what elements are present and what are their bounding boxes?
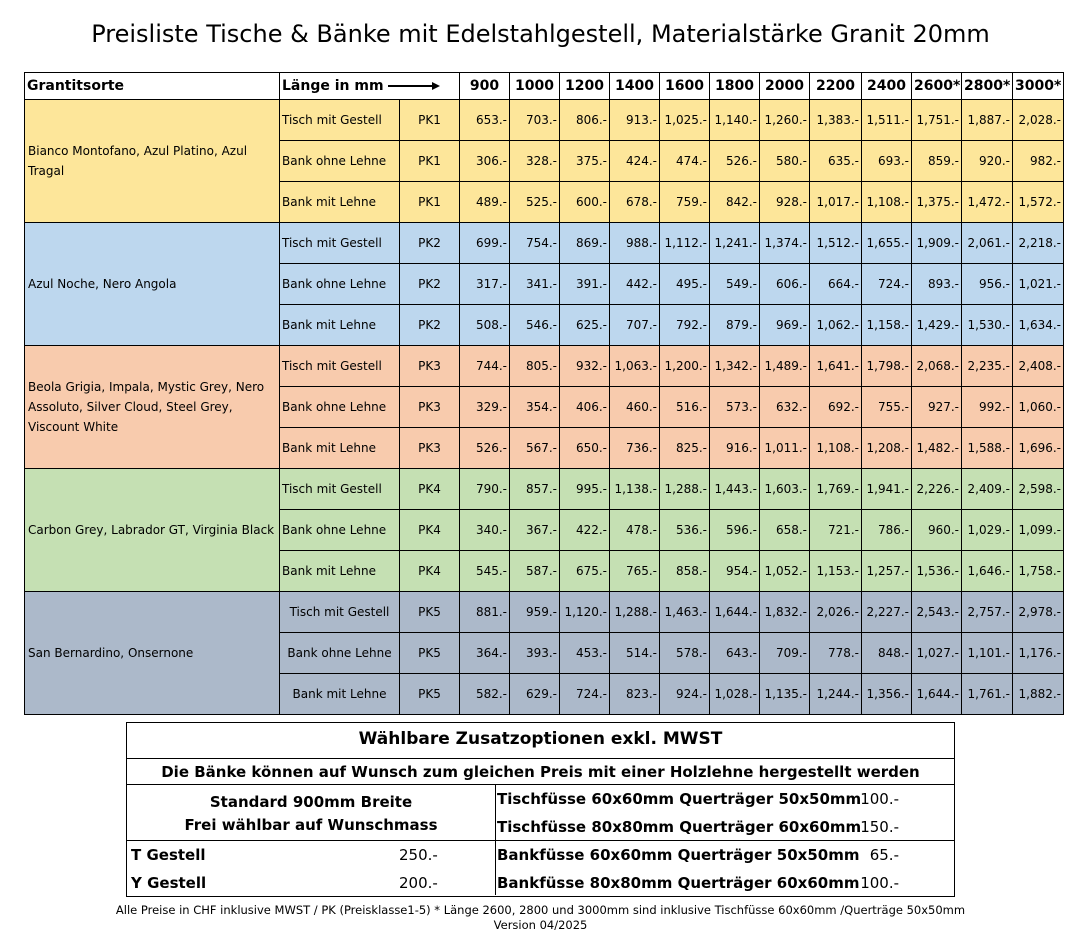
price-cell: 879.- — [710, 305, 760, 346]
price-row — [25, 469, 1064, 510]
price-class: PK4 — [400, 551, 460, 592]
price-class: PK2 — [400, 305, 460, 346]
price-cell: 724.- — [862, 264, 912, 305]
price-cell: 1,429.- — [912, 305, 962, 346]
length-header: 1000 — [510, 73, 560, 100]
price-cell: 1,060.- — [1013, 387, 1064, 428]
price-row — [25, 100, 1064, 141]
price-cell: 580.- — [760, 141, 810, 182]
price-cell: 806.- — [560, 100, 610, 141]
price-cell: 664.- — [810, 264, 862, 305]
price-cell: 920.- — [962, 141, 1013, 182]
price-cell: 759.- — [660, 182, 710, 223]
price-cell: 1,135.- — [760, 674, 810, 715]
price-cell: 724.- — [560, 674, 610, 715]
option-label: Bankfüsse 60x60mm Querträger 50x50mm — [497, 846, 860, 864]
product-type: Bank ohne Lehne — [280, 264, 400, 305]
price-cell: 857.- — [510, 469, 560, 510]
price-cell: 2,068.- — [912, 346, 962, 387]
price-cell: 858.- — [660, 551, 710, 592]
price-cell: 848.- — [862, 633, 912, 674]
price-cell: 525.- — [510, 182, 560, 223]
price-class: PK3 — [400, 428, 460, 469]
price-cell: 1,288.- — [660, 469, 710, 510]
y-gestell-label: Y Gestell — [131, 874, 207, 892]
price-cell: 625.- — [560, 305, 610, 346]
product-type: Bank ohne Lehne — [280, 633, 400, 674]
price-cell: 825.- — [660, 428, 710, 469]
price-cell: 1,244.- — [810, 674, 862, 715]
price-cell: 354.- — [510, 387, 560, 428]
option-label: Tischfüsse 80x80mm Querträger 60x60mm — [497, 818, 862, 836]
product-type: Tisch mit Gestell — [280, 346, 400, 387]
price-cell: 375.- — [560, 141, 610, 182]
price-cell: 2,218.- — [1013, 223, 1064, 264]
price-cell: 1,512.- — [810, 223, 862, 264]
granite-sorts: Bianco Montofano, Azul Platino, Azul Tragal — [25, 100, 280, 223]
price-cell: 959.- — [510, 592, 560, 633]
price-cell: 765.- — [610, 551, 660, 592]
price-cell: 754.- — [510, 223, 560, 264]
price-class: PK1 — [400, 141, 460, 182]
price-cell: 1,027.- — [912, 633, 962, 674]
price-cell: 526.- — [460, 428, 510, 469]
product-type: Bank mit Lehne — [280, 182, 400, 223]
price-cell: 778.- — [810, 633, 862, 674]
price-cell: 1,017.- — [810, 182, 862, 223]
price-cell: 969.- — [760, 305, 810, 346]
price-cell: 2,226.- — [912, 469, 962, 510]
price-cell: 578.- — [660, 633, 710, 674]
price-cell: 478.- — [610, 510, 660, 551]
price-cell: 721.- — [810, 510, 862, 551]
granite-sorts: San Bernardino, Onsernone — [25, 592, 280, 715]
price-class: PK1 — [400, 182, 460, 223]
price-cell: 692.- — [810, 387, 862, 428]
price-class: PK4 — [400, 510, 460, 551]
price-cell: 992.- — [962, 387, 1013, 428]
price-cell: 391.- — [560, 264, 610, 305]
price-cell: 658.- — [760, 510, 810, 551]
option-label: Tischfüsse 60x60mm Querträger 50x50mm — [497, 790, 862, 808]
price-cell: 1,655.- — [862, 223, 912, 264]
product-type: Tisch mit Gestell — [280, 100, 400, 141]
price-cell: 635.- — [810, 141, 862, 182]
price-cell: 792.- — [660, 305, 710, 346]
price-cell: 709.- — [760, 633, 810, 674]
price-cell: 927.- — [912, 387, 962, 428]
header-sorte: Grantitsorte — [25, 73, 280, 100]
y-gestell-price: 200.- — [399, 874, 438, 892]
price-cell: 805.- — [510, 346, 560, 387]
price-cell: 842.- — [710, 182, 760, 223]
length-header: 1400 — [610, 73, 660, 100]
price-class: PK5 — [400, 633, 460, 674]
price-cell: 1,108.- — [810, 428, 862, 469]
price-cell: 582.- — [460, 674, 510, 715]
t-gestell-label: T Gestell — [131, 846, 206, 864]
price-cell: 678.- — [610, 182, 660, 223]
header-row — [25, 73, 1064, 100]
price-cell: 1,112.- — [660, 223, 710, 264]
price-class: PK4 — [400, 469, 460, 510]
price-cell: 643.- — [710, 633, 760, 674]
price-cell: 786.- — [862, 510, 912, 551]
product-type: Bank mit Lehne — [280, 428, 400, 469]
price-cell: 869.- — [560, 223, 610, 264]
page-title: Preisliste Tische & Bänke mit Edelstahlgestell, Materialstärke Granit 20mm — [91, 20, 990, 48]
price-row — [25, 223, 1064, 264]
length-header: 1600 — [660, 73, 710, 100]
price-cell: 693.- — [862, 141, 912, 182]
price-cell: 2,061.- — [962, 223, 1013, 264]
length-header: 2600* — [912, 73, 962, 100]
product-type: Bank ohne Lehne — [280, 387, 400, 428]
price-cell: 988.- — [610, 223, 660, 264]
price-cell: 508.- — [460, 305, 510, 346]
price-cell: 1,646.- — [962, 551, 1013, 592]
granite-sorts: Beola Grigia, Impala, Mystic Grey, Nero Assoluto, Silver Cloud, Steel Grey, Viscount White — [25, 346, 280, 469]
price-cell: 526.- — [710, 141, 760, 182]
price-cell: 1,062.- — [810, 305, 862, 346]
price-cell: 1,342.- — [710, 346, 760, 387]
option-price: 65.- — [869, 846, 899, 864]
price-cell: 1,025.- — [660, 100, 710, 141]
price-cell: 2,235.- — [962, 346, 1013, 387]
price-cell: 2,408.- — [1013, 346, 1064, 387]
price-cell: 1,511.- — [862, 100, 912, 141]
price-cell: 1,153.- — [810, 551, 862, 592]
product-type: Tisch mit Gestell — [280, 592, 400, 633]
price-cell: 460.- — [610, 387, 660, 428]
price-cell: 1,140.- — [710, 100, 760, 141]
price-cell: 629.- — [510, 674, 560, 715]
price-cell: 1,021.- — [1013, 264, 1064, 305]
price-cell: 474.- — [660, 141, 710, 182]
price-cell: 1,099.- — [1013, 510, 1064, 551]
length-header: 900 — [460, 73, 510, 100]
price-cell: 1,758.- — [1013, 551, 1064, 592]
price-cell: 393.- — [510, 633, 560, 674]
price-cell: 650.- — [560, 428, 610, 469]
price-cell: 2,227.- — [862, 592, 912, 633]
price-cell: 1,644.- — [710, 592, 760, 633]
price-class: PK5 — [400, 592, 460, 633]
product-type: Bank mit Lehne — [280, 305, 400, 346]
price-cell: 2,757.- — [962, 592, 1013, 633]
price-cell: 1,200.- — [660, 346, 710, 387]
price-cell: 587.- — [510, 551, 560, 592]
price-cell: 1,029.- — [962, 510, 1013, 551]
price-cell: 893.- — [912, 264, 962, 305]
price-cell: 823.- — [610, 674, 660, 715]
price-cell: 1,696.- — [1013, 428, 1064, 469]
price-cell: 881.- — [460, 592, 510, 633]
price-cell: 1,120.- — [560, 592, 610, 633]
t-gestell-price: 250.- — [399, 846, 438, 864]
product-type: Tisch mit Gestell — [280, 223, 400, 264]
custom-size-text: Frei wählbar auf Wunschmass — [184, 816, 438, 834]
price-cell: 329.- — [460, 387, 510, 428]
length-header: 2000 — [760, 73, 810, 100]
price-cell: 1,482.- — [912, 428, 962, 469]
price-cell: 982.- — [1013, 141, 1064, 182]
price-cell: 1,472.- — [962, 182, 1013, 223]
price-cell: 1,028.- — [710, 674, 760, 715]
price-cell: 1,634.- — [1013, 305, 1064, 346]
price-cell: 859.- — [912, 141, 962, 182]
length-header: 3000* — [1013, 73, 1064, 100]
length-header: 1800 — [710, 73, 760, 100]
granite-sorts: Azul Noche, Nero Angola — [25, 223, 280, 346]
price-cell: 545.- — [460, 551, 510, 592]
price-cell: 317.- — [460, 264, 510, 305]
price-cell: 424.- — [610, 141, 660, 182]
price-cell: 1,176.- — [1013, 633, 1064, 674]
price-row — [25, 592, 1064, 633]
standard-width-text: Standard 900mm Breite — [209, 793, 413, 811]
price-cell: 1,443.- — [710, 469, 760, 510]
options-title: Wählbare Zusatzoptionen exkl. MWST — [358, 729, 723, 749]
length-header: 2800* — [962, 73, 1013, 100]
price-cell: 1,751.- — [912, 100, 962, 141]
price-cell: 703.- — [510, 100, 560, 141]
price-cell: 790.- — [460, 469, 510, 510]
product-type: Bank mit Lehne — [280, 551, 400, 592]
footer-version: Version 04/2025 — [493, 918, 588, 932]
price-cell: 2,028.- — [1013, 100, 1064, 141]
granite-sorts: Carbon Grey, Labrador GT, Virginia Black — [25, 469, 280, 592]
length-header: 2200 — [810, 73, 862, 100]
price-cell: 928.- — [760, 182, 810, 223]
price-cell: 1,463.- — [660, 592, 710, 633]
header-laenge — [280, 73, 460, 100]
price-cell: 2,543.- — [912, 592, 962, 633]
price-cell: 1,641.- — [810, 346, 862, 387]
price-cell: 573.- — [710, 387, 760, 428]
length-header: 1200 — [560, 73, 610, 100]
price-table — [24, 72, 1064, 715]
price-cell: 406.- — [560, 387, 610, 428]
price-cell: 516.- — [660, 387, 710, 428]
price-cell: 549.- — [710, 264, 760, 305]
price-cell: 514.- — [610, 633, 660, 674]
price-cell: 1,138.- — [610, 469, 660, 510]
header-laenge-label: Länge in mm — [282, 78, 384, 94]
price-cell: 1,909.- — [912, 223, 962, 264]
price-cell: 1,887.- — [962, 100, 1013, 141]
price-cell: 913.- — [610, 100, 660, 141]
price-cell: 340.- — [460, 510, 510, 551]
price-cell: 1,101.- — [962, 633, 1013, 674]
price-cell: 1,356.- — [862, 674, 912, 715]
price-cell: 755.- — [862, 387, 912, 428]
option-label: Bankfüsse 80x80mm Querträger 60x60mm — [497, 874, 860, 892]
price-cell: 1,530.- — [962, 305, 1013, 346]
price-cell: 960.- — [912, 510, 962, 551]
price-cell: 1,769.- — [810, 469, 862, 510]
price-cell: 1,798.- — [862, 346, 912, 387]
price-cell: 2,026.- — [810, 592, 862, 633]
price-cell: 306.- — [460, 141, 510, 182]
price-cell: 596.- — [710, 510, 760, 551]
price-row — [25, 346, 1064, 387]
price-cell: 453.- — [560, 633, 610, 674]
price-cell: 1,603.- — [760, 469, 810, 510]
price-cell: 2,978.- — [1013, 592, 1064, 633]
price-cell: 1,588.- — [962, 428, 1013, 469]
price-cell: 1,489.- — [760, 346, 810, 387]
price-cell: 1,260.- — [760, 100, 810, 141]
price-cell: 442.- — [610, 264, 660, 305]
price-cell: 341.- — [510, 264, 560, 305]
price-cell: 995.- — [560, 469, 610, 510]
price-cell: 675.- — [560, 551, 610, 592]
price-class: PK2 — [400, 264, 460, 305]
price-cell: 328.- — [510, 141, 560, 182]
price-cell: 422.- — [560, 510, 610, 551]
price-cell: 1,011.- — [760, 428, 810, 469]
price-class: PK3 — [400, 346, 460, 387]
length-header: 2400 — [862, 73, 912, 100]
price-cell: 1,536.- — [912, 551, 962, 592]
price-cell: 2,409.- — [962, 469, 1013, 510]
price-cell: 1,063.- — [610, 346, 660, 387]
price-cell: 707.- — [610, 305, 660, 346]
price-cell: 606.- — [760, 264, 810, 305]
price-cell: 1,941.- — [862, 469, 912, 510]
product-type: Tisch mit Gestell — [280, 469, 400, 510]
price-cell: 653.- — [460, 100, 510, 141]
price-cell: 1,052.- — [760, 551, 810, 592]
price-cell: 1,383.- — [810, 100, 862, 141]
price-cell: 954.- — [710, 551, 760, 592]
product-type: Bank ohne Lehne — [280, 141, 400, 182]
price-cell: 1,158.- — [862, 305, 912, 346]
price-cell: 1,882.- — [1013, 674, 1064, 715]
price-cell: 1,761.- — [962, 674, 1013, 715]
option-price: 100.- — [860, 790, 899, 808]
price-cell: 364.- — [460, 633, 510, 674]
price-cell: 744.- — [460, 346, 510, 387]
price-cell: 367.- — [510, 510, 560, 551]
price-cell: 2,598.- — [1013, 469, 1064, 510]
price-cell: 956.- — [962, 264, 1013, 305]
price-cell: 1,208.- — [862, 428, 912, 469]
price-cell: 1,572.- — [1013, 182, 1064, 223]
price-cell: 1,375.- — [912, 182, 962, 223]
arrow-right-icon — [388, 81, 440, 91]
price-cell: 1,241.- — [710, 223, 760, 264]
option-price: 150.- — [860, 818, 899, 836]
price-cell: 489.- — [460, 182, 510, 223]
price-cell: 1,108.- — [862, 182, 912, 223]
price-cell: 932.- — [560, 346, 610, 387]
price-cell: 567.- — [510, 428, 560, 469]
price-cell: 1,644.- — [912, 674, 962, 715]
product-type: Bank ohne Lehne — [280, 510, 400, 551]
price-cell: 1,257.- — [862, 551, 912, 592]
options-box — [126, 722, 955, 897]
option-price: 100.- — [860, 874, 899, 892]
price-cell: 924.- — [660, 674, 710, 715]
price-cell: 1,832.- — [760, 592, 810, 633]
price-class: PK1 — [400, 100, 460, 141]
price-cell: 632.- — [760, 387, 810, 428]
price-class: PK5 — [400, 674, 460, 715]
price-class: PK2 — [400, 223, 460, 264]
price-cell: 600.- — [560, 182, 610, 223]
price-class: PK3 — [400, 387, 460, 428]
product-type: Bank mit Lehne — [280, 674, 400, 715]
options-note: Die Bänke können auf Wunsch zum gleichen Preis mit einer Holzlehne hergestellt werden — [161, 763, 920, 781]
price-cell: 1,288.- — [610, 592, 660, 633]
price-cell: 536.- — [660, 510, 710, 551]
price-cell: 699.- — [460, 223, 510, 264]
footer-note: Alle Preise in CHF inklusive MWST / PK (Preisklasse1-5) * Länge 2600, 2800 und 3000mm sind inklusive Tischfüsse 60x60mm /Querträge 50x50mm — [115, 903, 966, 917]
price-cell: 495.- — [660, 264, 710, 305]
price-cell: 546.- — [510, 305, 560, 346]
price-cell: 736.- — [610, 428, 660, 469]
price-cell: 1,374.- — [760, 223, 810, 264]
price-cell: 916.- — [710, 428, 760, 469]
